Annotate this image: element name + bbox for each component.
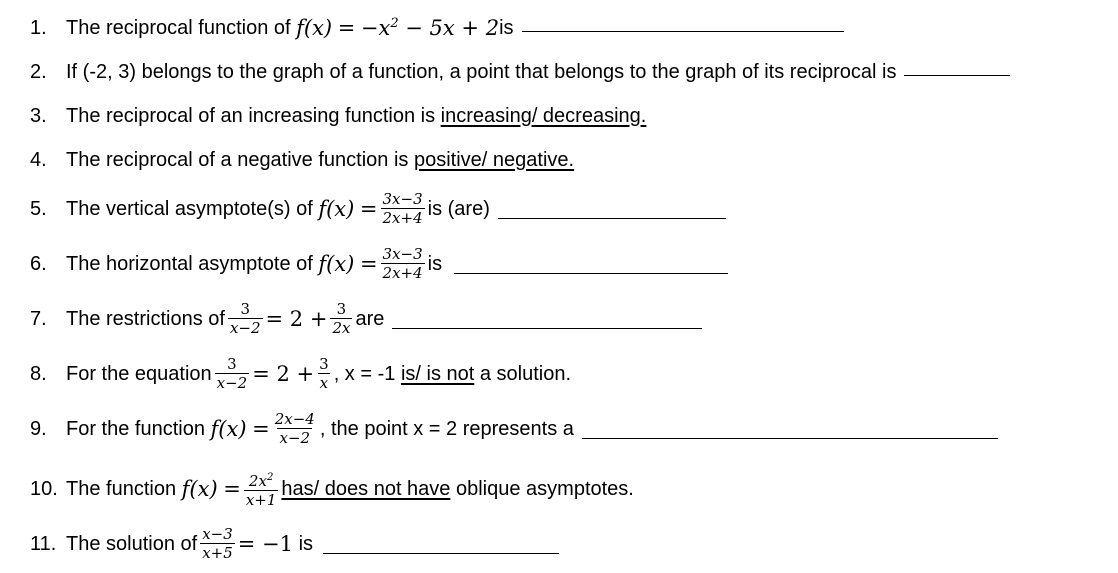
- question-number: 2.: [30, 60, 47, 83]
- question-text-end: is: [427, 252, 443, 275]
- numerator: 3: [336, 300, 347, 318]
- fraction: [228, 301, 263, 337]
- question-text-end: is: [293, 532, 314, 555]
- denominator: x−2: [279, 429, 311, 447]
- question-text: The function: [66, 477, 177, 500]
- question-text: For the function: [66, 417, 205, 440]
- expression: $-x^2 - 5x + 2$: [360, 16, 500, 40]
- question-number: 11.: [30, 532, 57, 555]
- choice-options[interactable]: is/ is not: [400, 362, 475, 385]
- equals-sign: =: [223, 477, 241, 501]
- question-text: The solution of: [66, 532, 198, 555]
- choice-options[interactable]: increasing/ decreasing.: [440, 104, 647, 127]
- fraction: [244, 469, 279, 509]
- question-text-end: a solution.: [474, 362, 572, 385]
- expression: = 2 +: [265, 307, 328, 331]
- fraction: [381, 246, 425, 282]
- denominator: x−2: [229, 319, 261, 337]
- question-text: The horizontal asymptote of: [66, 252, 313, 275]
- question-number: 5.: [30, 197, 47, 220]
- denominator: 2x+4: [382, 209, 423, 227]
- choice-options[interactable]: has/ does not have: [281, 477, 451, 500]
- question-number: 1.: [30, 16, 47, 39]
- numerator: 2x−4: [274, 410, 315, 428]
- denominator: 2x: [332, 319, 351, 337]
- answer-blank[interactable]: [392, 327, 702, 329]
- question-text: The reciprocal function of: [66, 16, 291, 39]
- question-number: 4.: [30, 148, 47, 171]
- answer-blank[interactable]: [454, 272, 728, 274]
- question-text: If (-2, 3) belongs to the graph of a function, a point that belongs to the graph of its reciprocal is: [66, 60, 897, 83]
- answer-blank[interactable]: [582, 437, 998, 439]
- answer-blank[interactable]: [498, 217, 726, 219]
- equals-sign: =: [252, 417, 270, 441]
- fraction: [317, 356, 331, 392]
- function-notation: f(x): [318, 252, 355, 276]
- question-number: 3.: [30, 104, 47, 127]
- function-notation: f(x): [181, 477, 218, 501]
- expression: = −1: [237, 532, 294, 556]
- numerator: 3: [227, 355, 237, 373]
- answer-blank[interactable]: [522, 30, 844, 32]
- choice-options[interactable]: positive/ negative.: [413, 148, 575, 171]
- question-text: The restrictions of: [66, 307, 225, 330]
- fraction: [215, 356, 250, 392]
- question-text-mid: , x = -1: [333, 362, 401, 385]
- question-text-end: are: [355, 307, 385, 330]
- fraction: [200, 526, 235, 562]
- question-text: The reciprocal of a negative function is: [66, 148, 409, 171]
- numerator: 3x−3: [382, 245, 423, 263]
- question-text-end: is (are): [427, 197, 490, 220]
- question-number: 6.: [30, 252, 47, 275]
- fraction: [273, 411, 317, 447]
- denominator: x: [319, 374, 329, 392]
- expression: = 2 +: [252, 362, 315, 386]
- equals-sign: =: [337, 16, 356, 40]
- question-text-end: oblique asymptotes.: [450, 477, 634, 500]
- function-notation: f(x): [318, 197, 355, 221]
- answer-blank[interactable]: [904, 74, 1010, 76]
- denominator: x−2: [216, 374, 248, 392]
- question-number: 10.: [30, 477, 58, 500]
- numerator: 3: [319, 355, 329, 373]
- equals-sign: =: [359, 252, 378, 276]
- question-number: 8.: [30, 362, 47, 385]
- equals-sign: =: [359, 197, 378, 221]
- fraction: [330, 301, 352, 337]
- question-number: 7.: [30, 307, 47, 330]
- denominator: x+5: [202, 544, 233, 562]
- question-text-end: is: [499, 16, 514, 39]
- function-notation: f(x): [210, 417, 247, 441]
- numerator: $2x^2$: [248, 472, 274, 490]
- numerator: 3x−3: [382, 190, 423, 208]
- numerator: 3: [240, 300, 251, 318]
- question-text-end: , the point x = 2 represents a: [319, 417, 574, 440]
- numerator: x−3: [202, 525, 233, 543]
- question-text: The reciprocal of an increasing function is: [66, 104, 436, 127]
- question-text: For the equation: [66, 362, 212, 385]
- fraction: [381, 191, 425, 227]
- denominator: x+1: [245, 491, 277, 509]
- denominator: 2x+4: [382, 264, 423, 282]
- answer-blank[interactable]: [323, 552, 559, 554]
- question-number: 9.: [30, 417, 47, 440]
- function-notation: f(x): [296, 16, 333, 40]
- question-text: The vertical asymptote(s) of: [66, 197, 313, 220]
